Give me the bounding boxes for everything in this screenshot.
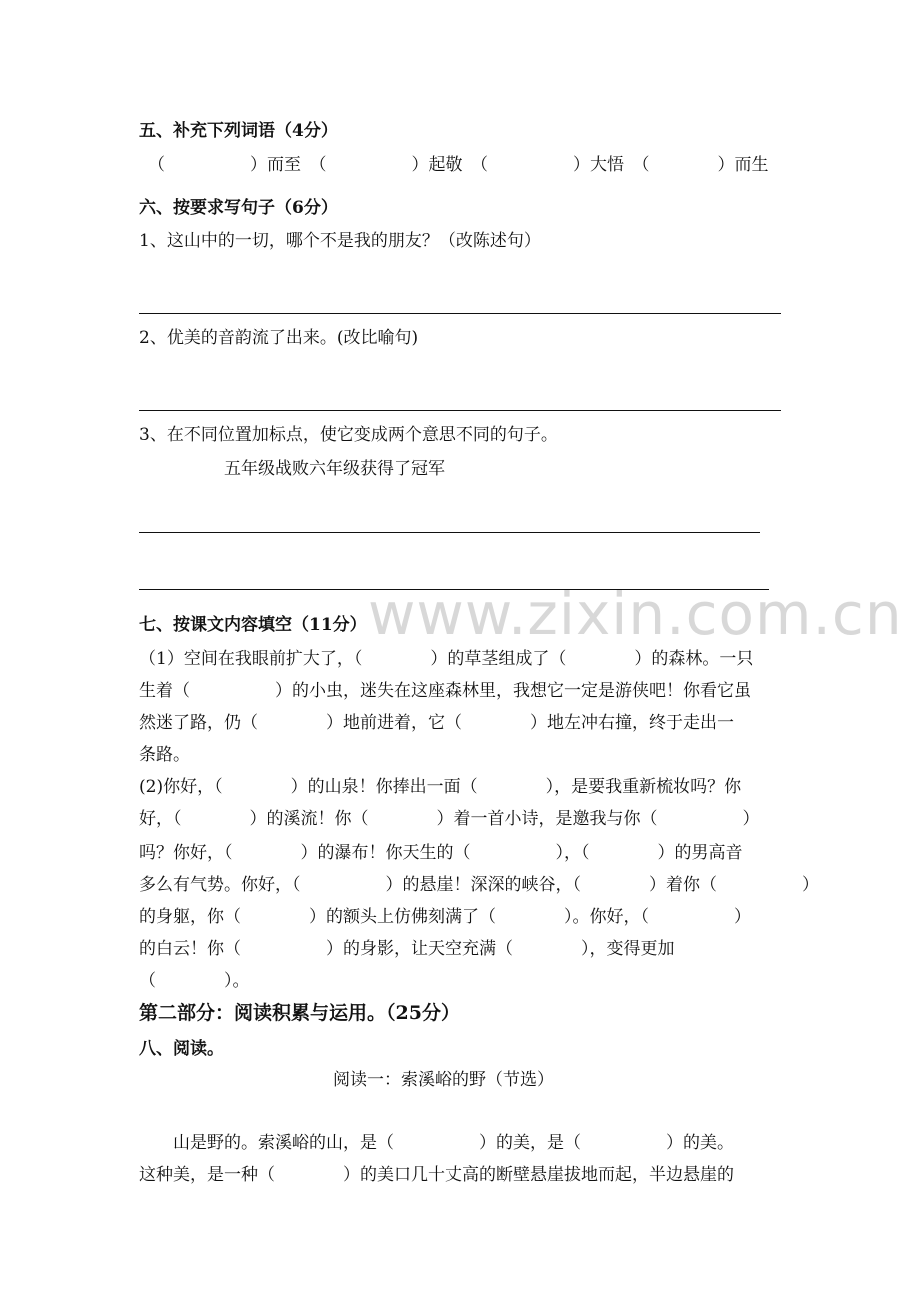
section7-line: （ ）。 — [139, 971, 250, 991]
section7-line: 条路。 — [139, 745, 190, 765]
reading-title: 阅读一：索溪峪的野（节选） — [333, 1070, 554, 1090]
section7-line: (2)你好，（ ）的山泉！你捧出一面（ ），是要我重新梳妆吗？你 — [139, 777, 742, 797]
section7-line: 然迷了路，仍（ ）地前进着，它（ ）地左冲右撞，终于走出一 — [139, 713, 734, 733]
section5-title: 五、补充下列词语（4分） — [139, 121, 338, 141]
part2-title: 第二部分：阅读积累与运用。（25分） — [139, 1002, 460, 1024]
section7-line: （1）空间在我眼前扩大了，（ ）的草茎组成了（ ）的森林。一只 — [139, 649, 754, 669]
section7-title: 七、按课文内容填空（11分） — [139, 615, 367, 635]
section8-title: 八、阅读。 — [139, 1039, 224, 1059]
answer-line-1[interactable] — [139, 313, 781, 314]
section7-line: 的白云！你（ ）的身影，让天空充满（ ），变得更加 — [139, 939, 675, 959]
answer-line-3[interactable] — [139, 532, 760, 533]
watermark-text: www.zixin.com.cn — [368, 580, 903, 648]
reading-paragraph-line: 山是野的。索溪峪的山，是（ ）的美，是（ ）的美。 — [139, 1133, 734, 1153]
answer-line-4[interactable] — [139, 589, 769, 590]
reading-paragraph-line: 这种美，是一种（ ）的美口几十丈高的断壁悬崖拔地而起，半边悬崖的 — [139, 1165, 734, 1185]
section6-question-1: 1、这山中的一切，哪个不是我的朋友？（改陈述句） — [139, 231, 541, 251]
section7-line: 的身躯，你（ ）的额头上仿佛刻满了（ ）。你好，（ ） — [139, 907, 751, 927]
section6-title: 六、按要求写句子（6分） — [139, 198, 338, 218]
section6-question-2: 2、优美的音韵流了出来。(改比喻句) — [139, 328, 419, 348]
section6-question-3-text: 五年级战败六年级获得了冠军 — [224, 459, 445, 479]
section5-fill-row: （ ）而至 （ ）起敬 （ ）大悟 （ ）而生 — [148, 155, 769, 175]
section7-line: 生着（ ）的小虫，迷失在这座森林里，我想它一定是游侠吧！你看它虽 — [139, 681, 751, 701]
answer-line-2[interactable] — [139, 410, 781, 411]
section7-line: 吗？你好，（ ）的瀑布！你天生的（ ），（ ）的男高音 — [139, 843, 743, 863]
section6-question-3: 3、在不同位置加标点，使它变成两个意思不同的句子。 — [139, 425, 558, 445]
section7-line: 多么有气势。你好，（ ）的悬崖！深深的峡谷，（ ）着你（ ） — [139, 875, 819, 895]
section7-line: 好，（ ）的溪流！你（ ）着一首小诗，是邀我与你（ ） — [139, 809, 760, 829]
